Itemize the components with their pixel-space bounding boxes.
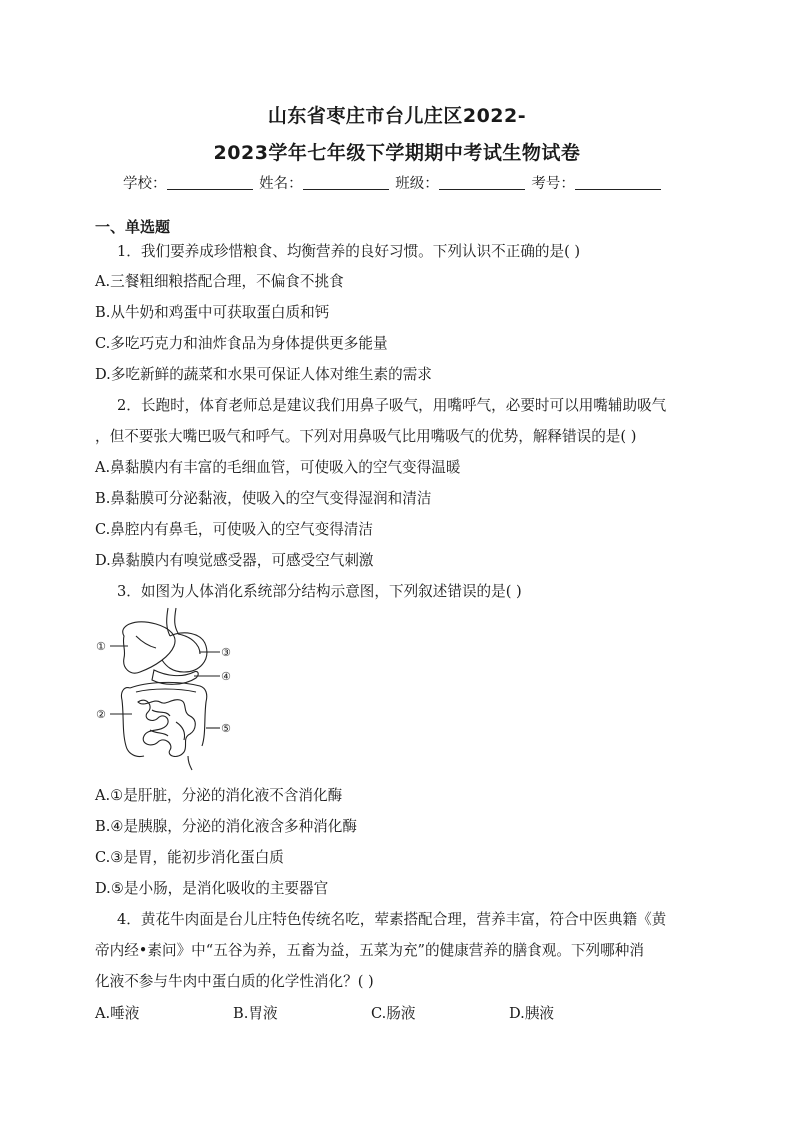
question-1-option-c: C.多吃巧克力和油炸食品为身体提供更多能量 <box>95 335 388 352</box>
question-1-option-b: B.从牛奶和鸡蛋中可获取蛋白质和钙 <box>95 304 330 321</box>
class-label: 班级： <box>395 176 439 192</box>
figure-label-5: ⑤ <box>221 722 231 735</box>
small-intestine-detail-2 <box>150 730 168 736</box>
student-info-line <box>123 172 683 193</box>
question-4-stem-line-3: 化液不参与牛肉中蛋白质的化学性消化？( ) <box>95 973 374 990</box>
figure-label-4: ④ <box>221 670 231 683</box>
digestive-system-figure <box>96 606 236 771</box>
question-1-option-d: D.多吃新鲜的蔬菜和水果可保证人体对维生素的需求 <box>95 366 432 383</box>
question-2-option-d: D.鼻黏膜内有嗅觉感受器，可感受空气刺激 <box>95 552 374 569</box>
exam-number-blank[interactable] <box>575 175 661 190</box>
class-blank[interactable] <box>439 175 525 190</box>
section-heading: 一、单选题 <box>95 218 171 236</box>
question-3-option-a: A.①是肝脏，分泌的消化液不含消化酶 <box>95 787 343 804</box>
question-2-option-a: A.鼻黏膜内有丰富的毛细血管，可使吸入的空气变得温暖 <box>95 459 461 476</box>
exam-title-line-2: 2023学年七年级下学期期中考试生物试卷 <box>213 142 581 164</box>
question-4-option-d: D.胰液 <box>509 1005 555 1022</box>
liver-detail <box>136 636 156 648</box>
question-3-option-d: D.⑤是小肠，是消化吸收的主要器官 <box>95 880 329 897</box>
stomach-detail <box>178 634 200 654</box>
name-label: 姓名： <box>259 176 303 192</box>
question-2-stem-line-2: ，但不要张大嘴巴吸气和呼气。下列对用鼻吸气比用嘴吸气的优势，解释错误的是( ) <box>95 428 637 445</box>
esophagus-shape <box>167 608 170 636</box>
school-blank[interactable] <box>167 175 253 190</box>
small-intestine-detail-1 <box>152 710 170 716</box>
exam-title-line-1: 山东省枣庄市台儿庄区2022- <box>267 105 527 127</box>
question-2-stem-line-1: 2．长跑时，体育老师总是建议我们用鼻子吸气，用嘴呼气，必要时可以用嘴辅助吸气 <box>117 397 667 414</box>
ascending-colon-shape <box>121 688 144 757</box>
question-2-option-b: B.鼻黏膜可分泌黏液，使吸入的空气变得湿润和清洁 <box>95 490 432 507</box>
question-3-option-c: C.③是胃，能初步消化蛋白质 <box>95 849 284 866</box>
question-1-stem: 1．我们要养成珍惜粮食、均衡营养的良好习惯。下列认识不正确的是( ) <box>117 243 581 260</box>
question-2-option-c: C.鼻腔内有鼻毛，可使吸入的空气变得清洁 <box>95 521 373 538</box>
figure-label-1: ① <box>96 640 106 653</box>
rectum-shape <box>188 756 192 770</box>
digestive-organs-drawing <box>110 608 220 770</box>
question-1-option-a: A.三餐粗细粮搭配合理，不偏食不挑食 <box>95 273 344 290</box>
question-4-option-a: A.唾液 <box>95 1005 140 1022</box>
colon-inner-shape <box>136 689 196 692</box>
esophagus-shape-2 <box>175 608 178 633</box>
small-intestine-shape <box>138 700 195 757</box>
question-4-stem-line-1: 4．黄花牛肉面是台儿庄特色传统名吃，荤素搭配合理，营养丰富，符合中医典籍《黄 <box>117 911 667 928</box>
name-blank[interactable] <box>303 175 389 190</box>
figure-label-2: ② <box>96 708 106 721</box>
small-intestine-detail-3 <box>176 722 185 740</box>
school-label: 学校： <box>123 176 167 192</box>
question-4-option-b: B.胃液 <box>233 1005 278 1022</box>
question-3-stem: 3．如图为人体消化系统部分结构示意图，下列叙述错误的是( ) <box>117 583 522 600</box>
question-4-stem-line-2: 帝内经•素问》中“五谷为养，五畜为益，五菜为充”的健康营养的膳食观。下列哪种消 <box>95 942 644 959</box>
exam-number-label: 考号： <box>531 176 575 192</box>
question-4-option-c: C.肠液 <box>371 1005 416 1022</box>
question-3-option-b: B.④是胰腺，分泌的消化液含多种消化酶 <box>95 818 357 835</box>
figure-label-3: ③ <box>221 646 231 659</box>
